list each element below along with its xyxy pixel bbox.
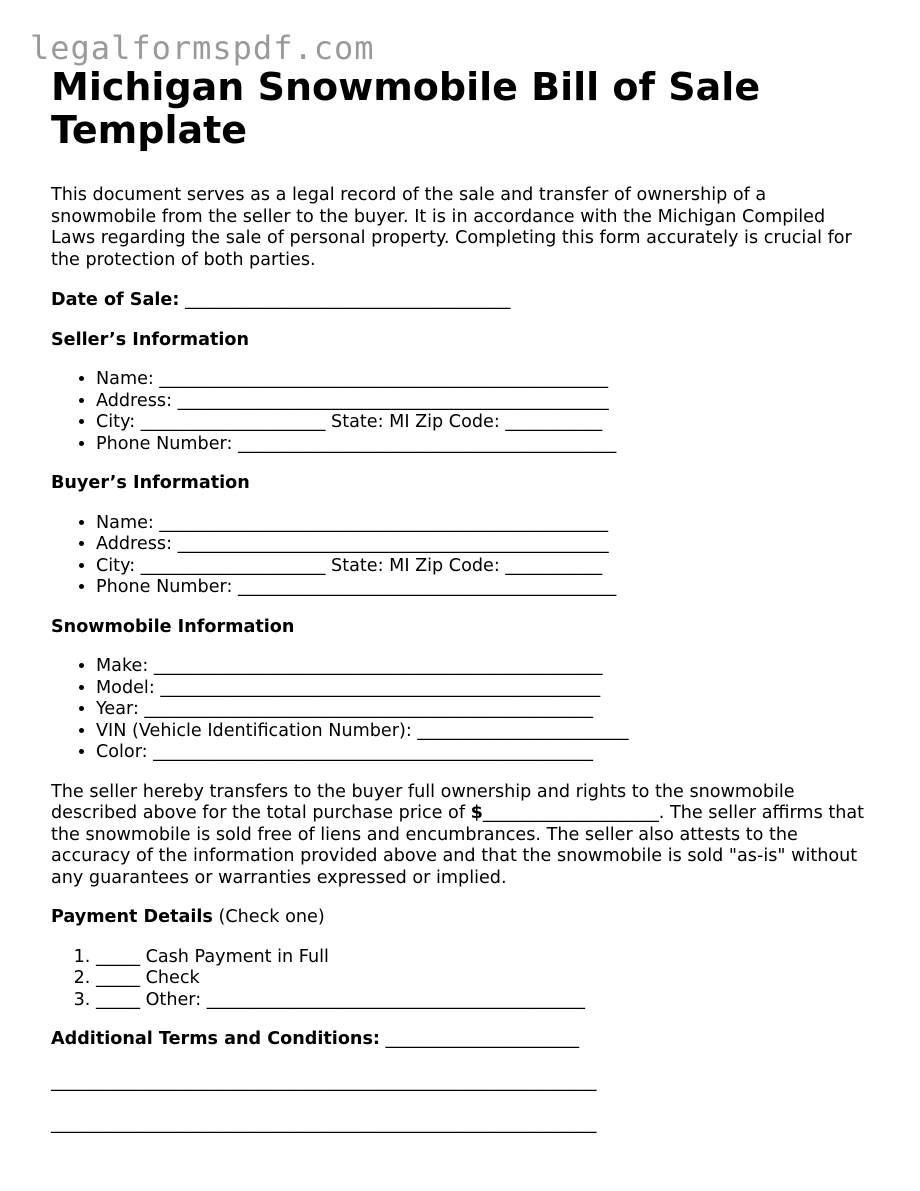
additional-terms-line [51,1029,871,1051]
date-of-sale-blank: _____________________________________ [179,290,511,310]
snowmobile-color-field: • Color: __________________________________________________ [96,742,871,764]
payment-option-cash: 1. _____ Cash Payment in Full [96,947,871,969]
additional-terms-line-2: ______________________________________________________________ [51,1114,597,1134]
seller-address-field: • Address: _________________________________________________ [96,391,871,413]
payment-options-list [51,947,871,1012]
transfer-text-after: . The seller affirms that the snowmobile is sold free of liens and encumbrances. The seller also attests to the accuracy of the information provided above and that the snowmobile is sold "as-is" without any guarantees or warranties expressed or implied. [51,803,865,888]
document-body [51,66,871,1136]
transfer-paragraph [51,782,871,890]
additional-terms-blank: ______________________ [379,1029,580,1049]
buyer-heading: Buyer’s Information [51,473,250,493]
snowmobile-heading: Snowmobile Information [51,616,295,637]
payment-note: (Check one) [212,907,325,927]
date-of-sale-field [51,290,871,312]
transfer-text-before: The seller hereby transfers to the buyer full ownership and rights to the snowmobile described above for the total purchase price of [51,781,795,823]
seller-heading: Seller’s Information [51,329,250,350]
snowmobile-vin-field: • VIN (Vehicle Identification Number): ________________________ [96,721,871,743]
price-blank: ____________________ [482,803,659,823]
date-of-sale-label: Date of Sale: [51,290,180,310]
payment-details-line [51,907,871,929]
payment-option-check: 2. _____ Check [96,968,871,990]
watermark-logo: legalformspdf.com [30,29,375,67]
document-title: Michigan Snowmobile Bill of Sale Template [51,65,761,152]
additional-terms-label: Additional Terms and Conditions: [51,1029,380,1049]
seller-list [51,369,871,455]
snowmobile-list [51,656,871,764]
snowmobile-make-field: • Make: ___________________________________________________ [96,656,871,678]
intro-paragraph: This document serves as a legal record of the sale and transfer of ownership of a snowmobile from the seller to the buyer. It is in accordance with the Michigan Compiled Laws regarding the sale of personal property. Completing this form accurately is crucial for the protection of both parties. [51,185,852,270]
seller-city-state-zip-field: • City: _____________________ State: MI Zip Code: ___________ [96,412,871,434]
buyer-city-state-zip-field: • City: _____________________ State: MI Zip Code: ___________ [96,556,871,578]
additional-terms-line-1: ______________________________________________________________ [51,1071,597,1092]
buyer-list [51,513,871,599]
seller-name-field: • Name: ___________________________________________________ [96,369,871,391]
payment-heading: Payment Details [51,907,213,927]
seller-phone-field: • Phone Number: ___________________________________________ [96,434,871,456]
buyer-phone-field: • Phone Number: ___________________________________________ [96,577,871,599]
price-dollar-sign: $ [470,803,483,823]
buyer-address-field: • Address: _________________________________________________ [96,534,871,556]
snowmobile-year-field: • Year: ___________________________________________________ [96,699,871,721]
snowmobile-model-field: • Model: __________________________________________________ [96,678,871,700]
buyer-name-field: • Name: ___________________________________________________ [96,513,871,535]
payment-option-other: 3. _____ Other: ___________________________________________ [96,990,871,1012]
